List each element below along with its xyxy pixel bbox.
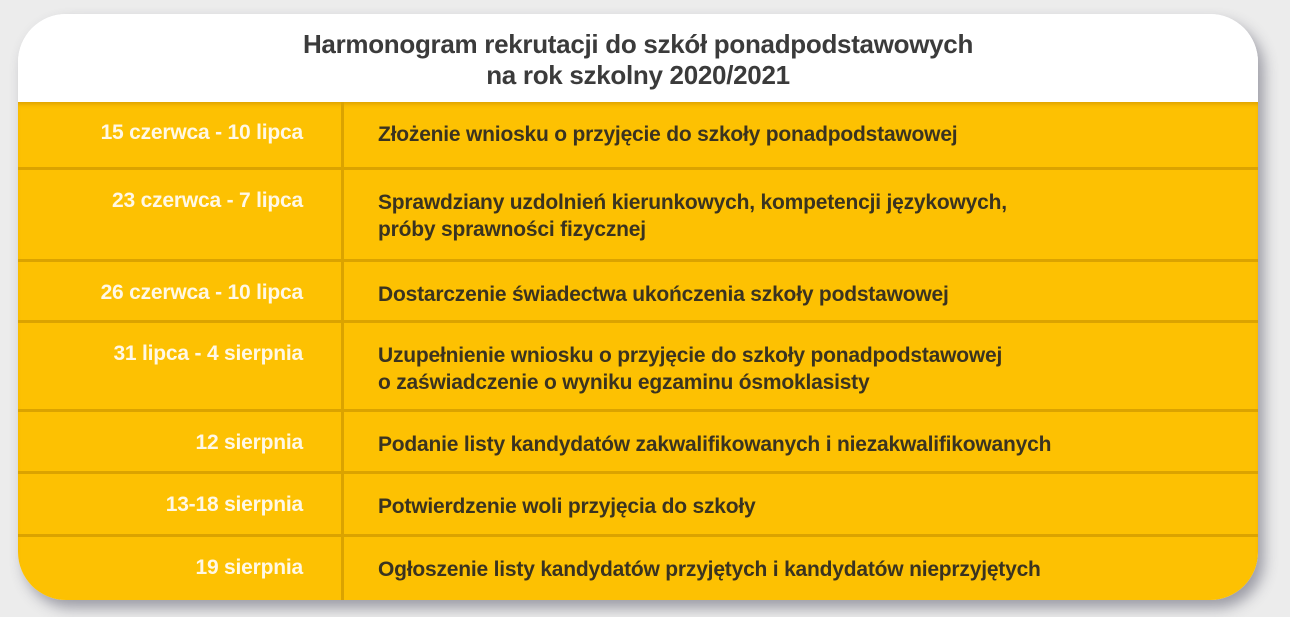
description-line: o zaświadczenie o wyniku egzaminu ósmoklasisty — [378, 371, 870, 394]
table-row — [18, 170, 1258, 262]
date-cell: 19 sierpnia — [18, 537, 344, 600]
schedule-card — [18, 14, 1258, 600]
date-cell: 31 lipca - 4 sierpnia — [18, 323, 344, 409]
table-row — [18, 102, 1258, 170]
schedule-header — [18, 14, 1258, 104]
table-row — [18, 323, 1258, 412]
description-line: Dostarczenie świadectwa ukończenia szkoły podstawowej — [378, 283, 949, 306]
page-title-line-2: na rok szkolny 2020/2021 — [486, 60, 790, 90]
table-row — [18, 262, 1258, 323]
description-cell — [344, 474, 1258, 534]
description-line: Uzupełnienie wniosku o przyjęcie do szkoły ponadpodstawowej — [378, 344, 1003, 367]
description-line: Podanie listy kandydatów zakwalifikowanych i niezakwalifikowanych — [378, 433, 1052, 456]
description-cell — [344, 323, 1258, 409]
schedule-table — [18, 102, 1258, 600]
description-line: Sprawdziany uzdolnień kierunkowych, kompetencji językowych, — [378, 191, 1007, 214]
description-cell — [344, 170, 1258, 259]
table-row — [18, 412, 1258, 474]
description-line: Ogłoszenie listy kandydatów przyjętych i kandydatów nieprzyjętych — [378, 558, 1041, 581]
table-row — [18, 537, 1258, 600]
description-cell — [344, 102, 1258, 167]
description-cell — [344, 412, 1258, 471]
date-cell: 12 sierpnia — [18, 412, 344, 471]
date-cell: 26 czerwca - 10 lipca — [18, 262, 344, 320]
description-line: Potwierdzenie woli przyjęcia do szkoły — [378, 495, 756, 518]
date-cell: 15 czerwca - 10 lipca — [18, 102, 344, 167]
description-line: próby sprawności fizycznej — [378, 218, 646, 241]
description-cell — [344, 262, 1258, 320]
description-cell — [344, 537, 1258, 600]
page-title-line-1: Harmonogram rekrutacji do szkół ponadpodstawowych — [302, 29, 974, 59]
date-cell: 13-18 sierpnia — [18, 474, 344, 534]
date-cell: 23 czerwca - 7 lipca — [18, 170, 344, 259]
table-row — [18, 474, 1258, 537]
description-line: Złożenie wniosku o przyjęcie do szkoły ponadpodstawowej — [378, 123, 958, 146]
